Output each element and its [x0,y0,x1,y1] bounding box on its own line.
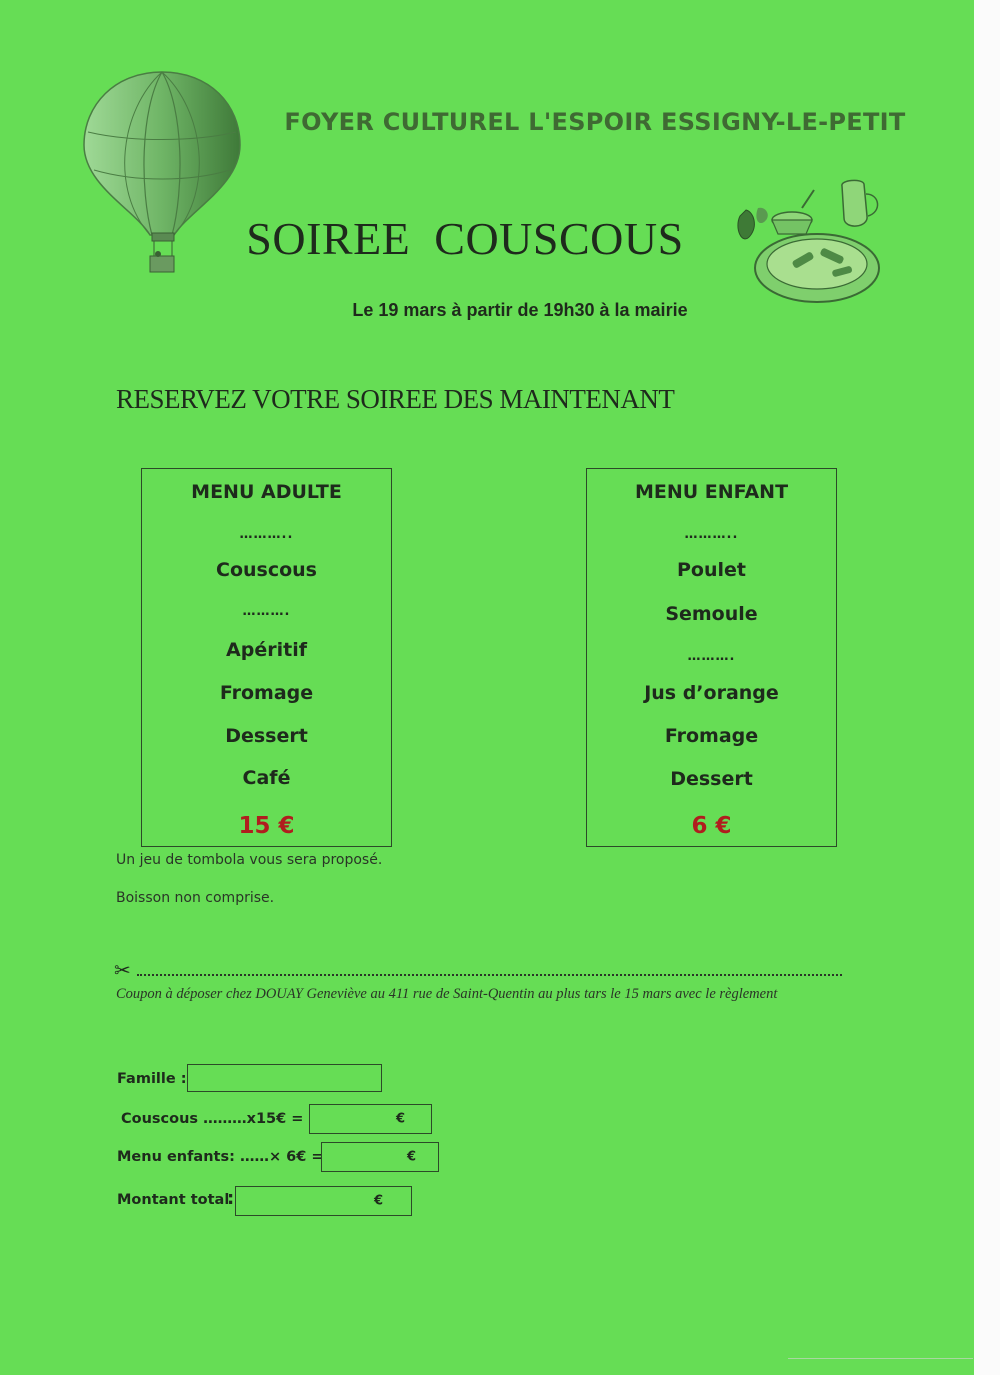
euro-unit: € [407,1149,417,1165]
menu-adult-title: MENU ADULTE [191,481,342,503]
menu-item: Dessert [225,725,308,747]
couscous-total-field[interactable] [309,1104,432,1134]
organization-header: FOYER CULTUREL L'ESPOIR ESSIGNY-LE-PETIT [284,108,906,136]
event-date: Le 19 mars à partir de 19h30 à la mairie [352,300,688,320]
euro-unit: € [374,1193,384,1209]
drinks-note: Boisson non comprise. [116,890,275,906]
euro-unit: € [396,1111,406,1127]
menu-item: Couscous [216,559,317,581]
menu-item: Jus d’orange [644,682,779,704]
couscous-dish-icon [732,176,887,306]
coupon-instructions: Coupon à déposer chez DOUAY Geneviève au 411 rue de Saint-Quentin au plus tars le 15 mars avec le règlement [116,986,778,1002]
menu-adult-box [141,468,392,847]
menu-item: Dessert [670,768,753,790]
scan-margin [974,0,1000,1375]
menu-enfants-total-field[interactable] [321,1142,439,1172]
menu-child-price: 6 € [691,813,732,839]
scissors-icon: ✂ [114,960,131,982]
hot-air-balloon-icon [80,70,245,290]
famille-field[interactable] [187,1064,382,1092]
menu-item: Fromage [219,682,314,704]
menu-child-box [586,468,837,847]
menu-adult-price: 15 € [238,813,295,839]
total-amount-field[interactable] [235,1186,412,1216]
menu-item: Fromage [664,725,759,747]
menu-separator: ………. [242,604,291,619]
menu-separator: ………. [687,649,736,664]
reserve-heading: RESERVEZ VOTRE SOIREE DES MAINTENANT [116,384,675,414]
menu-separator: ……….. [239,527,294,542]
menu-item: Café [242,767,291,789]
menu-separator: ……….. [684,527,739,542]
famille-label: Famille : [117,1071,187,1087]
menu-enfants-label: Menu enfants: ……× 6€ = [117,1149,324,1165]
total-colon: : [227,1188,235,1209]
menu-child-title: MENU ENFANT [634,481,789,503]
total-label: Montant total [117,1192,230,1208]
page-rule [788,1358,973,1359]
couscous-label: Couscous ………x15€ = [121,1111,304,1127]
event-title: SOIREE COUSCOUS [246,213,684,264]
tombola-note: Un jeu de tombola vous sera proposé. [116,852,383,868]
cut-line [137,974,842,976]
menu-item: Poulet [677,559,746,581]
menu-item: Semoule [665,603,758,625]
menu-item: Apéritif [226,639,307,661]
